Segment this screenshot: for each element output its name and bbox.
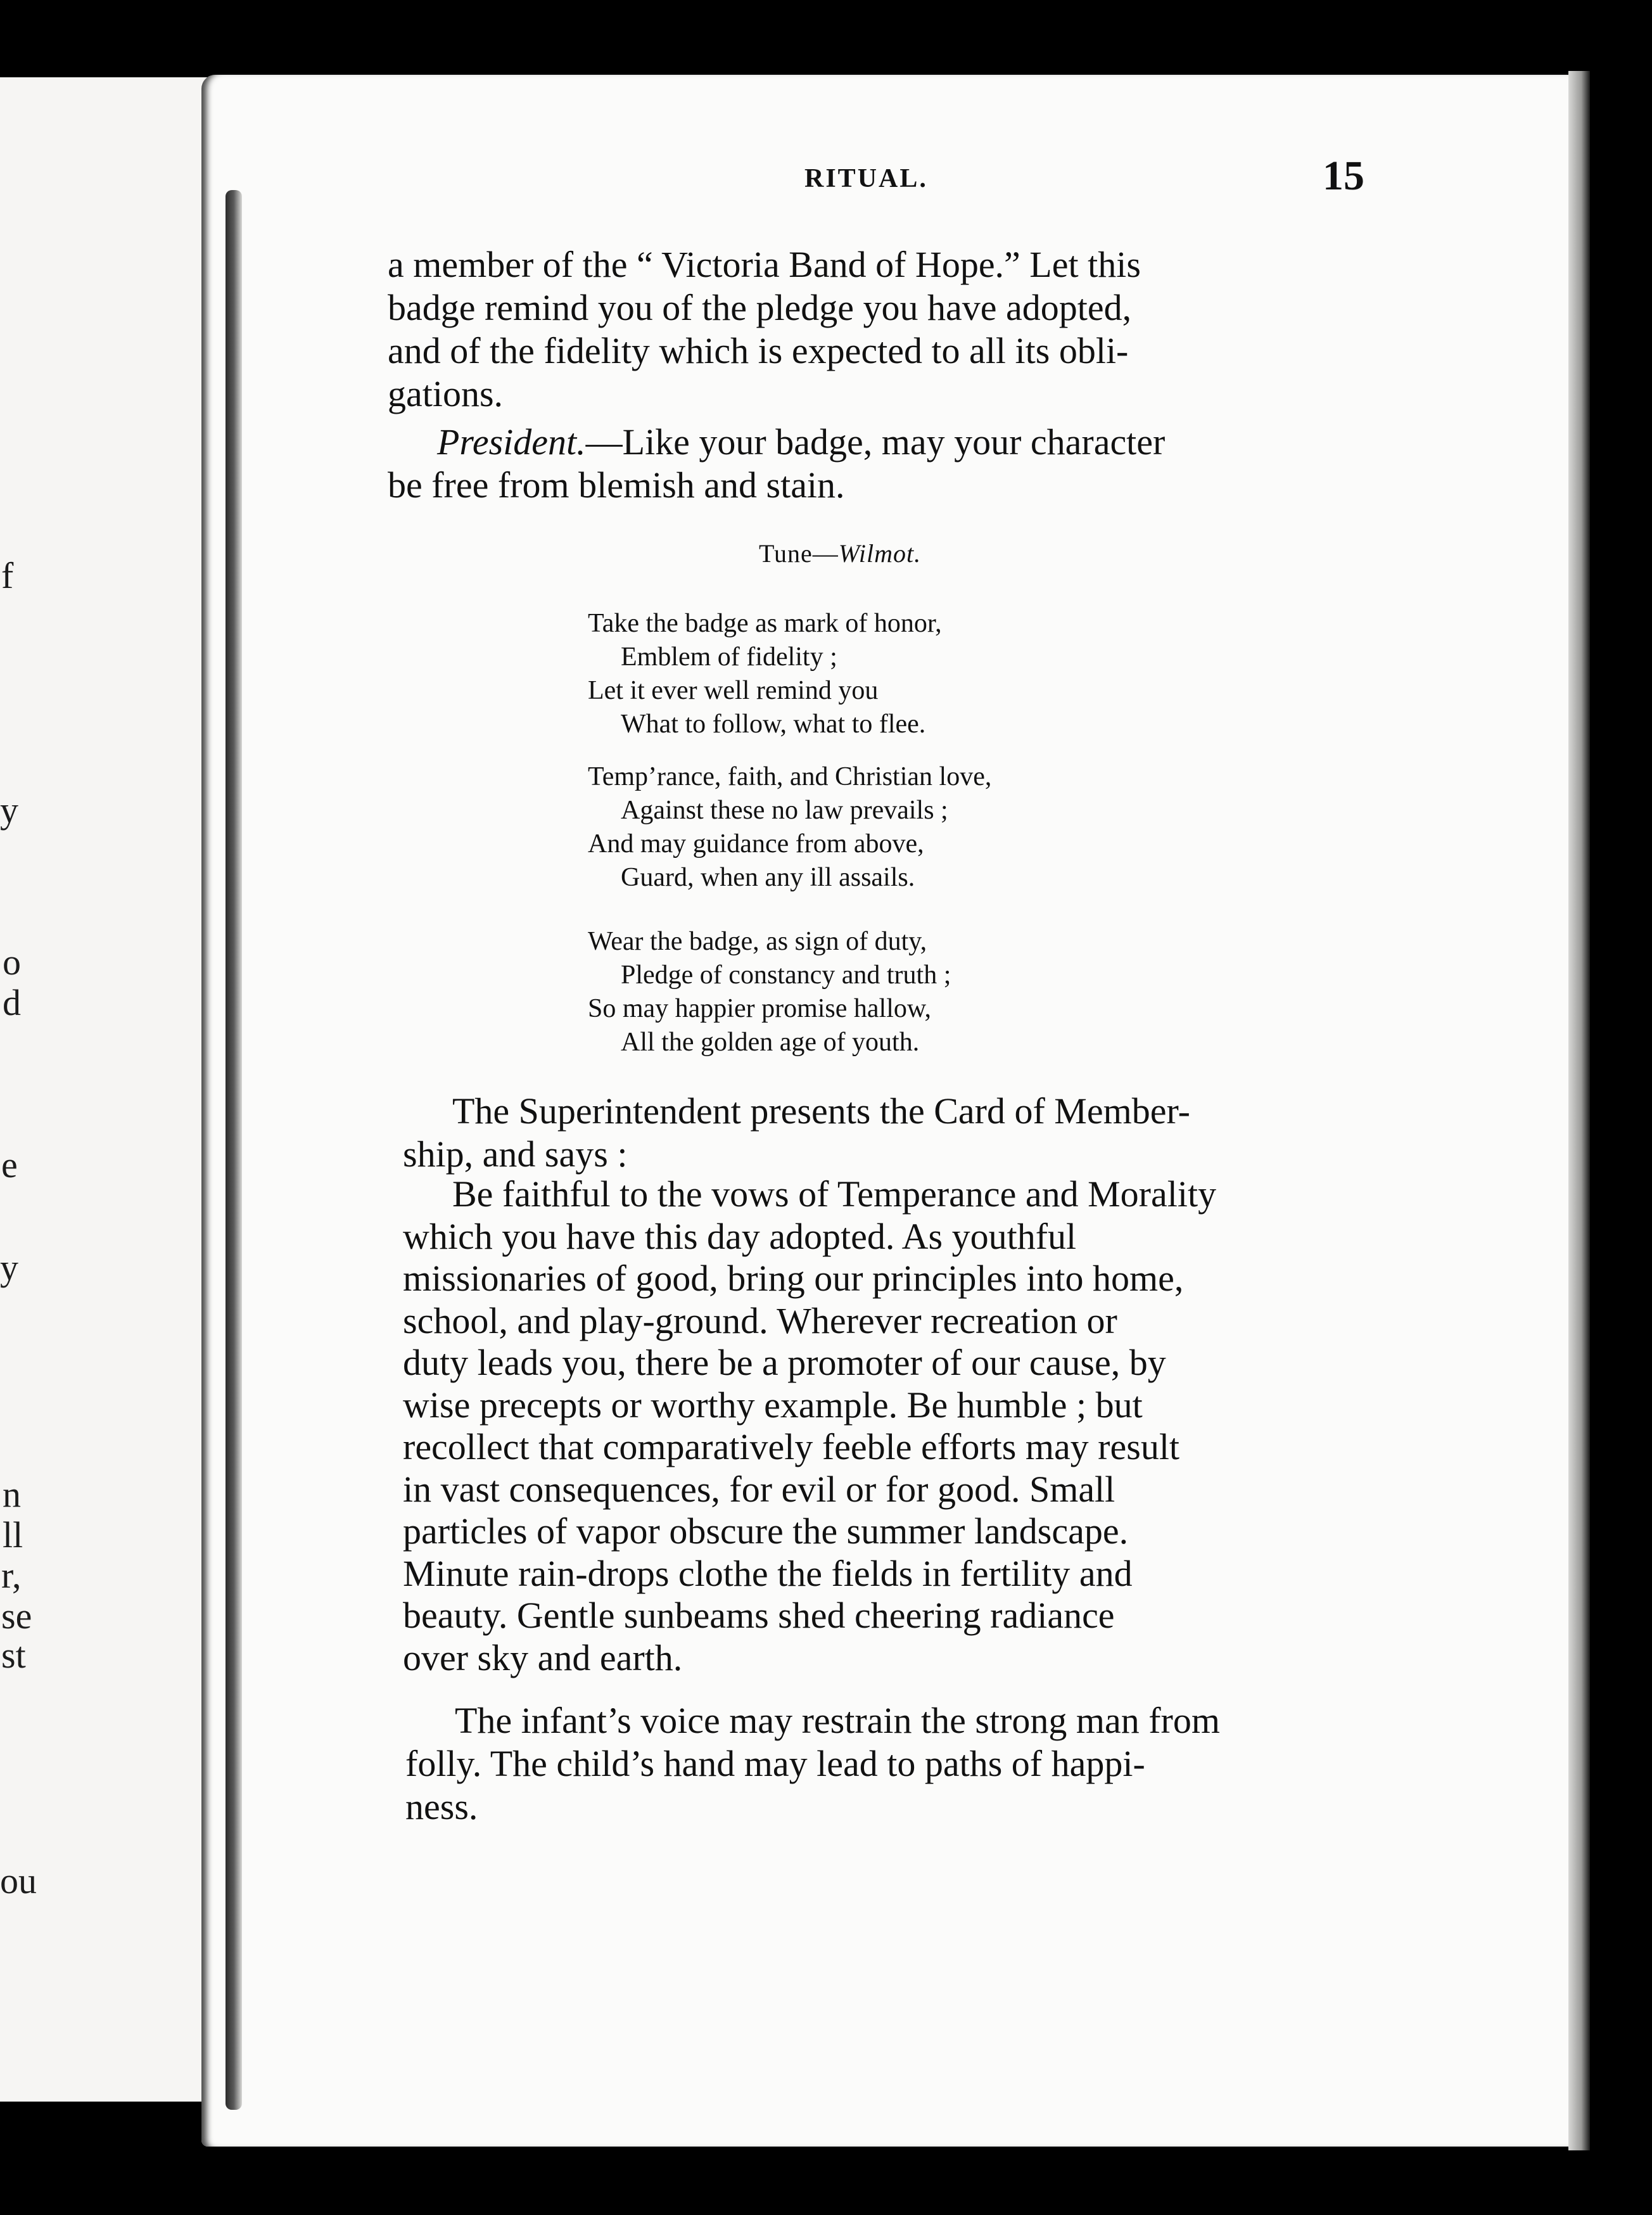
president-speech (388, 421, 1376, 507)
verse-line: Pledge of constancy and truth ; (621, 961, 951, 990)
left-page-fragment: ou (0, 1860, 37, 1901)
left-page-fragment: n (3, 1474, 21, 1515)
text-line: a member of the “ Victoria Band of Hope.” Let this (388, 244, 1141, 285)
hymn-stanza (588, 925, 951, 1059)
text-line: which you have this day adopted. As youthful (403, 1215, 1077, 1257)
text-line: The Superintendent presents the Card of Member- (452, 1090, 1190, 1132)
left-page-fragment: y (0, 789, 18, 831)
closing-paragraph (405, 1699, 1387, 1829)
text-line: badge remind you of the pledge you have adopted, (388, 287, 1132, 328)
verse-line: And may guidance from above, (588, 829, 924, 859)
text-line: gations. (388, 373, 504, 414)
verse-line: Take the badge as mark of honor, (588, 609, 942, 638)
text-line: in vast consequences, for evil or for good. Small (403, 1468, 1115, 1510)
text-line: Be faithful to the vows of Temperance and Morality (452, 1173, 1217, 1215)
tune-label: Tune— (759, 539, 839, 568)
speaker-label: President. (437, 421, 586, 463)
verse-line: Wear the badge, as sign of duty, (588, 927, 927, 956)
left-page-fragment: e (1, 1144, 18, 1185)
tune-name: Wilmot. (838, 539, 922, 568)
left-page-fragment: ll (3, 1514, 23, 1555)
text-line: missionaries of good, bring our principles into home, (403, 1258, 1184, 1299)
tune-heading (759, 539, 921, 568)
text-line: over sky and earth. (403, 1637, 683, 1678)
left-page-fragment: o (3, 942, 21, 983)
left-page-fragment: se (1, 1595, 32, 1637)
verse-line: Against these no law prevails ; (621, 796, 948, 825)
left-page-fragment: f (1, 555, 14, 596)
hymn-stanza (588, 607, 942, 741)
text-line: ship, and says : (403, 1133, 628, 1175)
speech-line: President.—Like your badge, may your character (437, 421, 1166, 463)
text-line: duty leads you, there be a promoter of our cause, by (403, 1342, 1166, 1383)
left-page-fragment: y (0, 1247, 18, 1288)
verse-line: What to follow, what to flee. (621, 710, 926, 739)
text-line: ness. (405, 1786, 478, 1827)
left-page-fragment: d (3, 982, 21, 1023)
hymn-stanza (588, 760, 991, 895)
text-line: beauty. Gentle sunbeams shed cheering radiance (403, 1595, 1115, 1636)
book-gutter (226, 190, 242, 2110)
text-line: The infant’s voice may restrain the strong man from (455, 1700, 1220, 1741)
verse-line: Emblem of fidelity ; (621, 642, 837, 672)
running-head: RITUAL. (804, 164, 928, 193)
previous-page-edge (0, 77, 225, 2102)
page-edge-shadow (1568, 71, 1590, 2150)
superintendent-address (403, 1173, 1385, 1679)
text-line: wise precepts or worthy example. Be humble ; but (403, 1384, 1143, 1426)
text-line: folly. The child’s hand may lead to paths of happi- (405, 1743, 1145, 1784)
text-line: particles of vapor obscure the summer landscape. (403, 1510, 1129, 1552)
superintendent-intro (403, 1090, 1385, 1176)
text-line: and of the fidelity which is expected to all its obli- (388, 330, 1129, 371)
opening-paragraph (388, 243, 1376, 416)
text-line: school, and play-ground. Wherever recreation or (403, 1299, 1117, 1341)
page-number: 15 (1323, 153, 1364, 199)
verse-line: Guard, when any ill assails. (621, 863, 915, 892)
verse-line: All the golden age of youth. (621, 1028, 920, 1057)
verse-line: Let it ever well remind you (588, 676, 879, 705)
left-page-fragment: st (1, 1635, 26, 1676)
speech-line: be free from blemish and stain. (388, 464, 845, 506)
verse-line: So may happier promise hallow, (588, 994, 932, 1023)
text-line: Minute rain-drops clothe the fields in fertility and (403, 1552, 1133, 1594)
text-line: recollect that comparatively feeble efforts may result (403, 1426, 1180, 1467)
left-page-fragment: r, (1, 1555, 22, 1596)
verse-line: Temp’rance, faith, and Christian love, (588, 762, 992, 791)
